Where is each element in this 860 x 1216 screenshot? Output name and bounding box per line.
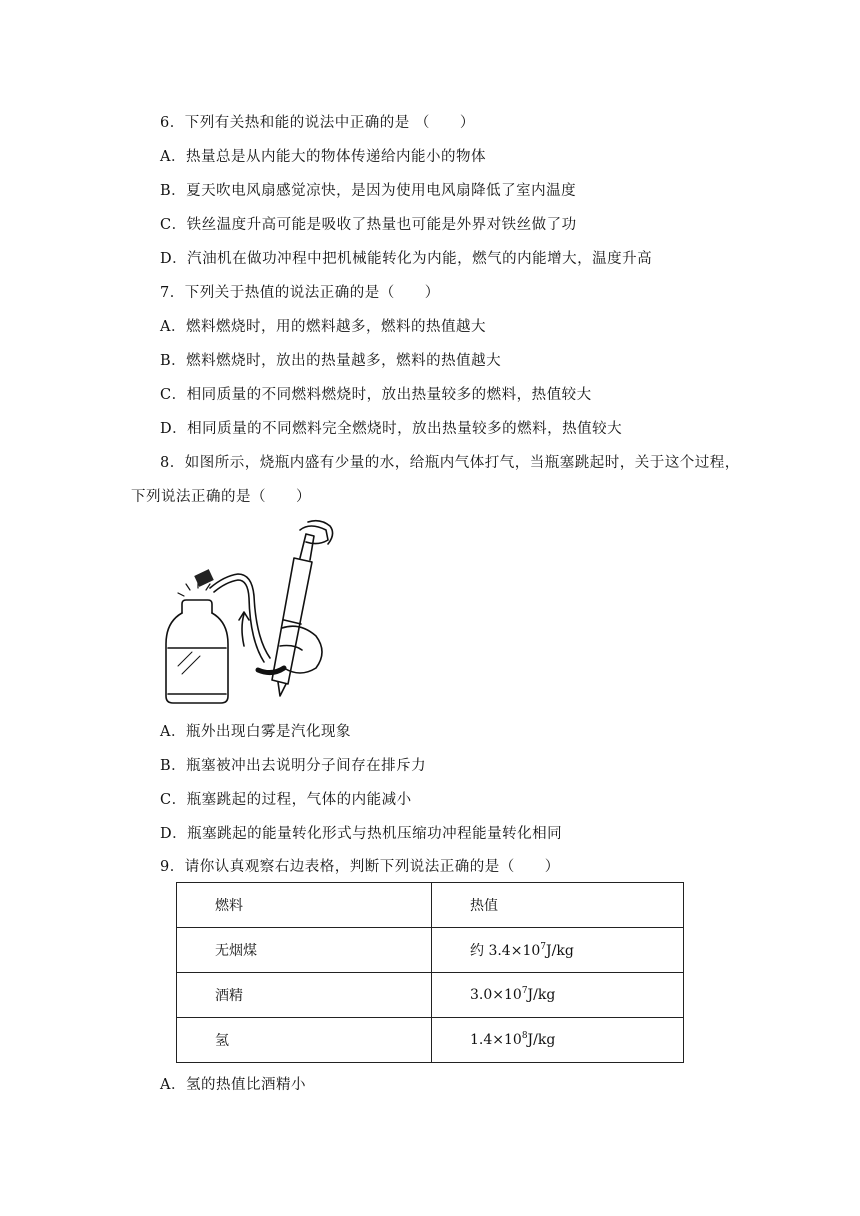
q6-option-a: A．热量总是从内能大的物体传递给内能小的物体 bbox=[160, 149, 486, 165]
header-heat-value: 热值 bbox=[432, 883, 684, 928]
q8-option-c: C．瓶塞跳起的过程，气体的内能减小 bbox=[160, 792, 412, 808]
q6-option-c: C．铁丝温度升高可能是吸收了热量也可能是外界对铁丝做了功 bbox=[160, 217, 577, 233]
bottle-body bbox=[166, 613, 228, 703]
air-tube bbox=[210, 574, 270, 658]
q7-option-c: C．相同质量的不同燃料燃烧时，放出热量较多的燃料，热值较大 bbox=[160, 387, 592, 403]
q8-option-a: A．瓶外出现白雾是汽化现象 bbox=[160, 724, 351, 740]
q6-option-d: D．汽油机在做功冲程中把机械能转化为内能，燃气的内能增大，温度升高 bbox=[160, 251, 653, 267]
fuel-cell: 无烟煤 bbox=[177, 928, 432, 973]
fuel-heat-value-table bbox=[176, 882, 684, 1063]
table-row bbox=[177, 928, 684, 973]
q8-option-d: D．瓶塞跳起的能量转化形式与热机压缩功冲程能量转化相同 bbox=[160, 826, 563, 842]
q7-stem: 7．下列关于热值的说法正确的是（ ） bbox=[160, 285, 440, 301]
table-row bbox=[177, 1018, 684, 1063]
q7-option-b: B．燃料燃烧时，放出的热量越多，燃料的热值越大 bbox=[160, 353, 502, 369]
pump-barrel bbox=[272, 558, 312, 684]
q6-option-b: B．夏天吹电风扇感觉凉快，是因为使用电风扇降低了室内温度 bbox=[160, 183, 577, 199]
fuel-cell: 酒精 bbox=[177, 973, 432, 1018]
q7-option-d: D．相同质量的不同燃料完全燃烧时，放出热量较多的燃料，热值较大 bbox=[160, 421, 623, 437]
q8-stem-line2: 下列说法正确的是（ ） bbox=[131, 489, 311, 505]
heat-value-cell: 约 $3.4\times 10^7J/kg$ bbox=[432, 928, 684, 973]
header-fuel: 燃料 bbox=[177, 883, 432, 928]
direction-arrow bbox=[242, 614, 244, 646]
q9-stem: 9．请你认真观察右边表格，判断下列说法正确的是（ ） bbox=[160, 859, 560, 875]
fuel-cell: 氢 bbox=[177, 1018, 432, 1063]
heat-value-cell: $1.4\times 10^8J/kg$ bbox=[432, 1018, 684, 1063]
bottle-pump-figure bbox=[160, 518, 360, 708]
q8-stem-line1: 8．如图所示，烧瓶内盛有少量的水，给瓶内气体打气，当瓶塞跳起时，关于这个过程， bbox=[160, 455, 740, 471]
table-header-row bbox=[177, 883, 684, 928]
table-row bbox=[177, 973, 684, 1018]
q9-option-a: A．氢的热值比酒精小 bbox=[160, 1077, 306, 1093]
q7-option-a: A．燃料燃烧时，用的燃料越多，燃料的热值越大 bbox=[160, 319, 486, 335]
heat-value-cell: $3.0\times 10^7J/kg$ bbox=[432, 973, 684, 1018]
q6-stem: 6．下列有关热和能的说法中正确的是 （ ） bbox=[160, 115, 475, 131]
bottle-pump-illustration bbox=[160, 518, 360, 708]
q8-option-b: B．瓶塞被冲出去说明分子间存在排斥力 bbox=[160, 758, 427, 774]
bottle-neck bbox=[182, 600, 212, 613]
bottle-stopper bbox=[194, 569, 214, 587]
